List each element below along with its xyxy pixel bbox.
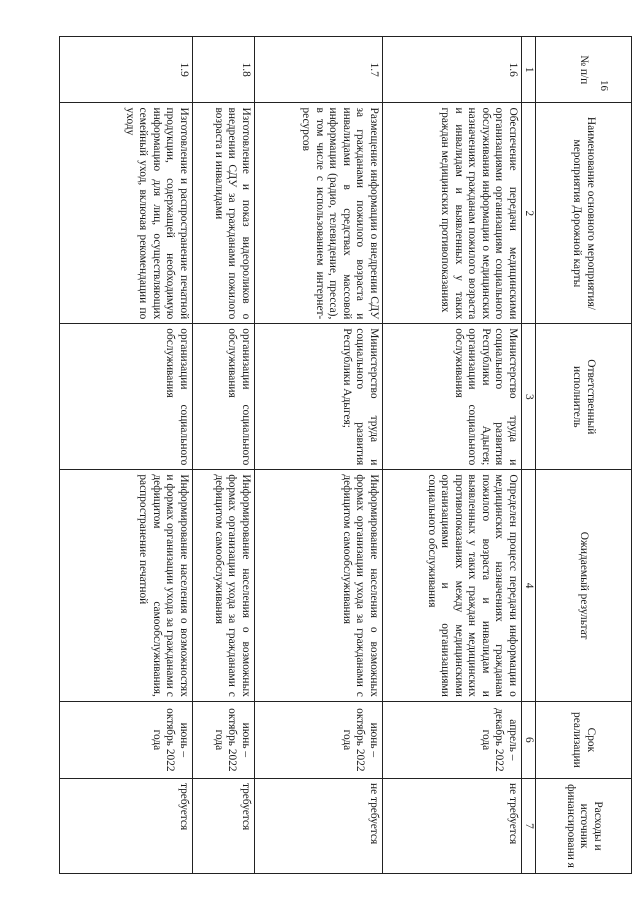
- funding: требуется: [192, 778, 254, 873]
- header-number: № п/п: [536, 37, 632, 103]
- header-expected-result: Ожидаемый результат: [536, 470, 632, 702]
- expected-result: Информирование населения о возможностях и формах организации ухода за гражданами с дефицитом самообслуживания, распространение печатной: [60, 470, 193, 702]
- roadmap-table: [59, 36, 632, 874]
- funding: не требуется: [382, 778, 521, 873]
- table-row: [60, 37, 193, 874]
- header-row: [536, 37, 632, 874]
- expected-result: Информирование населения о возможных формах организации ухода за гражданами с дефицитом самообслуживания: [254, 470, 382, 702]
- column-number: 3: [521, 324, 535, 470]
- executor: Министерство труда и социального развития Республики Адыгея; организации социального обслуживания: [382, 324, 521, 470]
- column-number: 2: [521, 103, 535, 324]
- term: июнь – октябрь 2022 года: [60, 701, 193, 778]
- row-number: 1.9: [60, 37, 193, 103]
- executor: организации социального обслуживания: [192, 324, 254, 470]
- term: апрель – декабрь 2022 года: [382, 701, 521, 778]
- activity-name: Обеспечение передачи медицинскими организациями организациям социального обслуживания информации о медицинских назначениях гражданам пожилого возраста и инвалидам и выявленных у таких граждан медицинских противопоказаниях: [382, 103, 521, 324]
- page-number: 16: [598, 80, 610, 91]
- header-funding: Расходы и источник финансировани я: [536, 778, 632, 873]
- expected-result: Информирование населения о возможных формах организации ухода за гражданами с дефицитом самообслуживания: [192, 470, 254, 702]
- activity-name: Изготовление и распространение печатной продукции, содержащей необходимую информацию для лиц, осуществляющих семейный уход, включая рекомендации по уходу: [60, 103, 193, 324]
- header-activity-name: Наименование основного мероприятия/мероприятия Дорожной карты: [536, 103, 632, 324]
- table-row: [254, 37, 382, 874]
- table-row: [192, 37, 254, 874]
- column-number: 7: [521, 778, 535, 873]
- column-number-row: [521, 37, 535, 874]
- term: июнь – октябрь 2022 года: [254, 701, 382, 778]
- row-number: 1.7: [254, 37, 382, 103]
- rotated-page: [59, 36, 632, 874]
- column-number: 4: [521, 470, 535, 702]
- header-executor: Ответственный исполнитель: [536, 324, 632, 470]
- column-number: 6: [521, 701, 535, 778]
- column-number: 1: [521, 37, 535, 103]
- activity-name: Изготовление и показ видеороликов о внедрении СДУ за гражданами пожилого возраста и инвалидами: [192, 103, 254, 324]
- funding: требуется: [60, 778, 193, 873]
- executor: организации социального обслуживания: [60, 324, 193, 470]
- row-number: 1.6: [382, 37, 521, 103]
- table-row: [382, 37, 521, 874]
- expected-result: Определен процесс передачи информации о медицинских назначениях гражданам пожилого возраста и инвалидам и выявленных у таких граждан медицинских противопоказаниях между медицинскими организациями и организациями социального обслуживания: [382, 470, 521, 702]
- row-number: 1.8: [192, 37, 254, 103]
- term: июнь – октябрь 2022 года: [192, 701, 254, 778]
- header-term: Срок реализации: [536, 701, 632, 778]
- funding: не требуется: [254, 778, 382, 873]
- activity-name: Размещение информации о внедрении СДУ за гражданами пожилого возраста и инвалидами в средствах массовой информации (радио, телевидение, пресса), в том числе с использованием интернет-ресурсов: [254, 103, 382, 324]
- executor: Министерство труда и социального развития Республики Адыгея;: [254, 324, 382, 470]
